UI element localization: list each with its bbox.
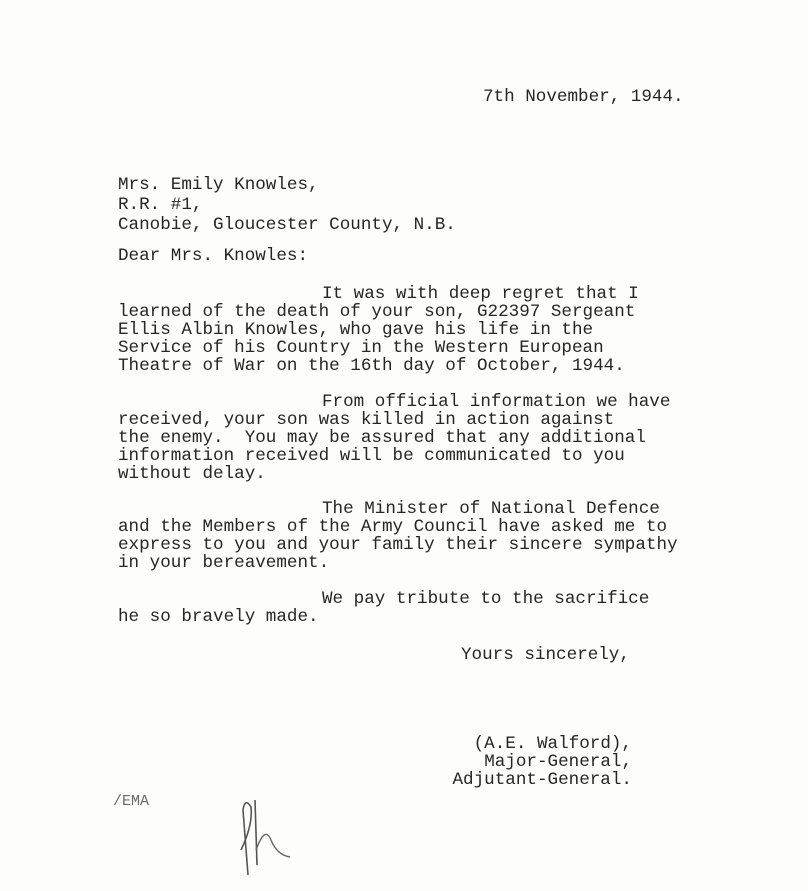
paragraph-line: in your bereavement. <box>118 553 330 573</box>
paragraph-line: express to you and your family their sincere sympathy <box>118 535 678 555</box>
paragraph-1 <box>118 285 639 375</box>
paragraph-line: learned of the death of your son, G22397 Sergeant <box>118 302 636 322</box>
paragraph-line: Service of his Country in the Western European <box>118 338 604 358</box>
paragraph-line: information received will be communicated to you <box>118 446 625 466</box>
paragraph-2 <box>118 393 670 483</box>
paragraph-line: From official information we have <box>322 392 671 412</box>
paragraph-4 <box>118 590 649 626</box>
salutation: Dear Mrs. Knowles: <box>118 246 309 266</box>
paragraph-line: The Minister of National Defence <box>322 499 660 519</box>
recipient-place: Canobie, Gloucester County, N.B. <box>118 215 456 235</box>
paragraph-line: he so bravely made. <box>118 607 319 627</box>
closing: Yours sincerely, <box>461 645 630 665</box>
paragraph-line: It was with deep regret that I <box>322 284 639 304</box>
paragraph-line: Ellis Albin Knowles, who gave his life in the <box>118 320 594 340</box>
paragraph-line: Theatre of War on the 16th day of October, 1944. <box>118 356 625 376</box>
paragraph-3 <box>118 500 678 572</box>
signatory-name: (A.E. Walford), <box>473 734 632 754</box>
recipient-name: Mrs. Emily Knowles, <box>118 175 319 195</box>
signatory-rank: Major-General, <box>484 752 632 772</box>
recipient-route: R.R. #1, <box>118 195 203 215</box>
paragraph-line: We pay tribute to the sacrifice <box>322 589 650 609</box>
signatory-title: Adjutant-General. <box>452 770 632 790</box>
paragraph-line: without delay. <box>118 464 266 484</box>
recipient-address <box>118 176 456 234</box>
paragraph-line: received, your son was killed in action against <box>118 410 615 430</box>
paragraph-line: the enemy. You may be assured that any additional <box>118 428 646 448</box>
letter-date: 7th November, 1944. <box>483 87 684 107</box>
paragraph-line: and the Members of the Army Council have asked me to <box>118 517 668 537</box>
reference-initials: /EMA <box>113 793 150 810</box>
signature-block <box>450 735 632 789</box>
handwritten-initials <box>235 795 305 880</box>
